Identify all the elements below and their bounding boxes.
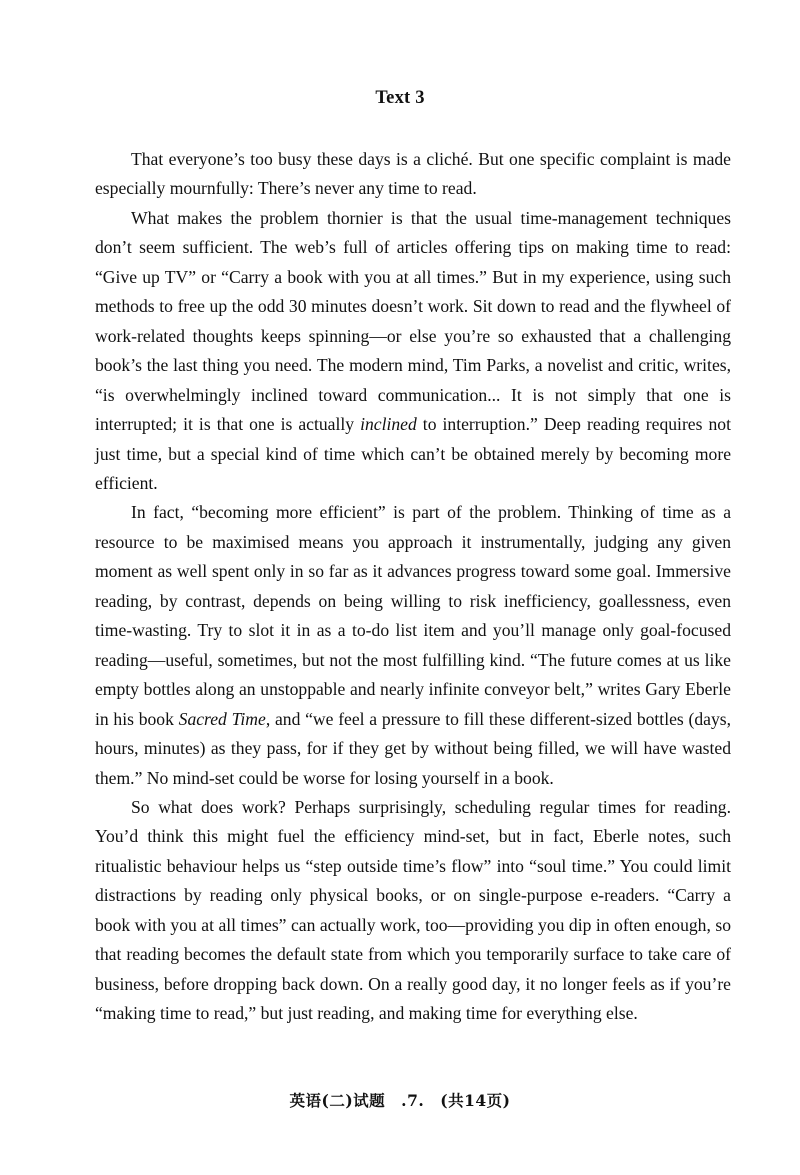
passage-body (95, 145, 731, 1029)
paragraph (95, 793, 731, 1029)
text-run: , and “we feel a pressure to fill these different-sized bottles (days, hours, minutes) as they pass, for if they get by without being filled, we will have wasted them.” No mind-set could be worse for losing yourself in a book. (95, 708, 731, 788)
paragraph (95, 204, 731, 499)
section-title: Text 3 (375, 88, 425, 108)
text-run: In fact, “becoming more efficient” is part of the problem. Thinking of time as a resource to be maximised means you approach it instrumentally, judging any given moment as well spent only in so far as it advances progress toward some goal. Immersive reading, by contrast, depends on being willing to risk inefficiency, goallessness, even time-wasting. Try to slot it in as a to-do list item and you’ll manage only goal-focused reading—useful, sometimes, but not the most fulfilling kind. “The future comes at us like empty bottles along an unstoppable and nearly infinite conveyor belt,” writes Gary Eberle in his book (95, 502, 731, 729)
italic-text: Sacred Time (178, 708, 266, 729)
text-run: That everyone’s too busy these days is a cliché. But one specific complaint is made especially mournfully: There’s never any time to read. (95, 149, 731, 199)
text-run: So what does work? Perhaps surprisingly, scheduling regular times for reading. You’d think this might fuel the efficiency mind-set, but in fact, Eberle notes, such ritualistic behaviour helps us “step outside time’s flow” into “soul time.” You could limit distractions by reading only physical books, or on single-purpose e-readers. “Carry a book with you at all times” can actually work, too—providing you dip in often enough, so that reading becomes the default state from which you temporarily surface to take care of business, before dropping back down. On a really good day, it no longer feels as if you’re “making time to read,” but just reading, and making time for everything else. (95, 796, 731, 1024)
paragraph (95, 498, 731, 793)
italic-text: inclined (360, 414, 417, 435)
text-run: What makes the problem thornier is that the usual time-management techniques don’t seem sufficient. The web’s full of articles offering tips on making time to read: “Give up TV” or “Carry a book with you at all times.” But in my experience, using such methods to free up the odd 30 minutes doesn’t work. Sit down to read and the flywheel of work-related thoughts keeps spinning—or else you’re so exhausted that a challenging book’s the last thing you need. The modern mind, Tim Parks, a novelist and critic, writes, “is overwhelmingly inclined toward communication... It is not simply that one is interrupted; it is that one is actually (95, 207, 731, 435)
paragraph (95, 145, 731, 204)
page-footer: 英语(二)试题 .7. (共14页) (289, 1091, 511, 1110)
text-run: to interruption.” Deep reading requires not just time, but a special kind of time which can’t be obtained merely by becoming more efficient. (95, 414, 731, 493)
